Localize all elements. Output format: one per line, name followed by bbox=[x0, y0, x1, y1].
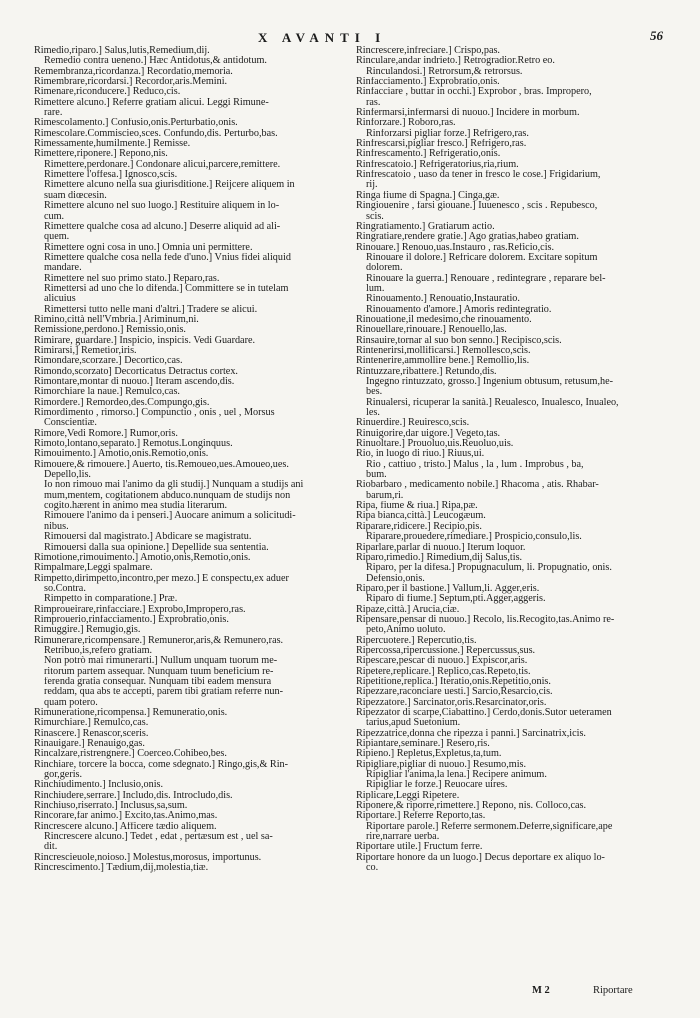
dictionary-line: scis. bbox=[366, 211, 384, 222]
dictionary-line: quem. bbox=[44, 232, 70, 243]
dictionary-line: Rimouersi dal magistrato.] Abdicare se magistratu. bbox=[44, 532, 252, 543]
dictionary-line: Ripezzatrice,donna che ripezza i panni.] Sarcinatrix,icis. bbox=[356, 728, 586, 739]
dictionary-line: Rimouimento.] Amotio,onis.Remotio,onis. bbox=[34, 449, 209, 460]
dictionary-line: Rimettersi tutto nelle mani d'altri.] Tradere se alicui. bbox=[44, 304, 258, 315]
dictionary-line: Rincrescere,infreciare.] Crispo,pas. bbox=[356, 46, 500, 56]
dictionary-line: Rimorchiare la naue.] Remulco,cas. bbox=[34, 387, 180, 398]
dictionary-line: suam diœcesin. bbox=[44, 190, 107, 201]
dictionary-line: Ringa fiume di Spagna.] Cinga,gæ. bbox=[356, 190, 500, 201]
dictionary-line: Rio, in luogo di riuo.] Riuus,ui. bbox=[356, 449, 485, 460]
dictionary-line: bum. bbox=[366, 470, 387, 481]
dictionary-line: tarius,apud Suetonium. bbox=[366, 718, 461, 729]
dictionary-line: Rinouare la guerra.] Renouare , redintegrare , reparare bel- bbox=[366, 273, 606, 284]
signature-mark: M 2 bbox=[532, 985, 550, 996]
dictionary-line: Rinuoltare.] Prouoluo,uis.Reuoluo,uis. bbox=[356, 439, 514, 450]
dictionary-line: Ripetitione,replica.] Iteratio,onis.Repetitio,onis. bbox=[356, 676, 551, 687]
dictionary-line: Rinfrescamento.] Refrigeratio,onis. bbox=[356, 149, 501, 160]
dictionary-line: quam potero. bbox=[44, 697, 98, 708]
dictionary-line: Rimirare, guardare.] Inspicio, inspicis. Vedi Guardare. bbox=[34, 335, 256, 346]
dictionary-line: Rinauigare.] Renauigo,gas. bbox=[34, 739, 145, 750]
dictionary-line: Riobarbaro , medicamento nobile.] Rhacoma , atis. Rhabar- bbox=[356, 480, 599, 491]
dictionary-line: gor,geris. bbox=[44, 770, 83, 781]
dictionary-line: Rinfrescatoio.] Refrigeratorius,ria,rium. bbox=[356, 159, 519, 170]
running-head: X AVANTI I bbox=[258, 30, 387, 45]
dictionary-line: Rinculare,andar indrieto.] Retrogradior.Retro eo. bbox=[356, 56, 555, 67]
dictionary-line: Rimettere,riponere.] Repono,nis. bbox=[34, 149, 168, 160]
dictionary-line: Ripezzator di scarpe,Ciabattino.] Cerdo,donis.Sutor ueteramen bbox=[356, 708, 612, 718]
dictionary-line: Rinuigorire,dar uigore.] Vegeto,tas. bbox=[356, 428, 501, 439]
dictionary-line: Rinsauire,tornar al suo bon senno.] Recipisco,scis. bbox=[356, 335, 562, 346]
dictionary-line: Rinforzarsi pigliar forze.] Refrigero,ras. bbox=[366, 128, 529, 139]
dictionary-line: Rimunerare,ricompensare.] Remuneror,aris,& Remunero,ras. bbox=[34, 635, 284, 646]
dictionary-line: Rinouatione,il medesimo,che rinouamento. bbox=[356, 314, 532, 325]
dictionary-line: Rimouere l'animo da i penseri.] Auocare animum a solicitudi- bbox=[44, 511, 296, 522]
dictionary-line: Rinascere.] Renascor,sceris. bbox=[34, 728, 149, 739]
dictionary-line: Rimettersi ad uno che lo difenda.] Committere se in tutelam bbox=[44, 283, 289, 294]
dictionary-line: Ripaze,città.] Arucia,ciæ. bbox=[356, 604, 460, 615]
dictionary-line: Rincrescimento.] Tædium,dij,molestia,tiæ. bbox=[34, 863, 209, 874]
dictionary-line: Rimenare,riconducere.] Reduco,cis. bbox=[34, 87, 181, 98]
dictionary-line: Rinchiuso,riserrato.] Inclusus,sa,sum. bbox=[34, 801, 188, 812]
dictionary-line: Rimettere nel suo primo stato.] Reparo,ras. bbox=[44, 273, 220, 284]
dictionary-line: rire,narrare uerba. bbox=[366, 832, 440, 843]
dictionary-line: Rincrescere alcuno.] Afficere tædio aliquem. bbox=[34, 821, 217, 832]
dictionary-line: Rinchiudimento.] Inclusio,onis. bbox=[34, 780, 164, 791]
dictionary-line: Ripa bianca,città.] Leucogæum. bbox=[356, 511, 486, 522]
dictionary-line: Rinuerdire.] Reuiresco,scis. bbox=[356, 418, 470, 429]
dictionary-line: Ingegno rintuzzato, grosso.] Ingenium obtusum, retusum,he- bbox=[366, 377, 613, 387]
dictionary-line: Rimpetto in comparatione.] Præ. bbox=[44, 594, 178, 605]
dictionary-line: Rimproueirare,rinfacciare.] Exprobo,Impropero,ras. bbox=[34, 604, 246, 615]
dictionary-line: Ripezzare,raconciare uesti.] Sarcio,Resarcio,cis. bbox=[356, 687, 553, 698]
dictionary-line: Rimescolare.Commiscieo,sces. Confundo,dis. Perturbo,bas. bbox=[34, 128, 278, 139]
dictionary-line: cogito.hærent in animo mea studia literarum. bbox=[44, 501, 228, 512]
dictionary-line: Rimouersi dalla sua opinione.] Depellide sua sententia. bbox=[44, 542, 269, 553]
dictionary-line: Remissione,perdono.] Remissio,onis. bbox=[34, 325, 186, 336]
dictionary-line: Rimino,città nell'Vmbria.] Ariminum,ni. bbox=[34, 314, 199, 325]
dictionary-line: peto,Animo uoluto. bbox=[366, 625, 446, 636]
dictionary-line: Rimettere qualche cosa nella fede d'uno.] Vnius fidei aliquid bbox=[44, 252, 291, 263]
dictionary-line: alicuius bbox=[44, 294, 76, 305]
dictionary-line: Rimondo,scorzato] Decorticatus Detractus cortex. bbox=[34, 366, 238, 377]
dictionary-line: lum. bbox=[366, 283, 385, 294]
dictionary-line: Ringratiamento.] Gratiarum actio. bbox=[356, 221, 495, 232]
dictionary-line: Rimettere ogni cosa in uno.] Omnia uni permittere. bbox=[44, 242, 253, 253]
dictionary-line: Rinfermarsi,infermarsi di nuouo.] Incidere in morbum. bbox=[356, 108, 580, 119]
dictionary-line: Ripigliar le forze.] Reuocare uires. bbox=[366, 780, 508, 791]
dictionary-line: ritorum partem assequar. Nunquam tuum beneficium re- bbox=[44, 666, 274, 677]
dictionary-line: Rimpetto,dirimpetto,incontro,per mezo.] E conspectu,ex aduer bbox=[34, 573, 289, 584]
dictionary-line: Riparo,per il bastione.] Vallum,li. Agger,eris. bbox=[356, 583, 540, 594]
dictionary-line: cum. bbox=[44, 211, 65, 222]
dictionary-line: Rimessamente,humilmente.] Remisse. bbox=[34, 139, 191, 150]
dictionary-line: Rinouare il dolore.] Refricare dolorem. Excitare sopitum bbox=[366, 252, 598, 263]
dictionary-line: Rintenerirsi,mollificarsi.] Remollesco,scis. bbox=[356, 345, 531, 356]
dictionary-line: dit. bbox=[44, 842, 58, 853]
dictionary-line: rare. bbox=[44, 108, 63, 119]
dictionary-line: Depello,lis. bbox=[44, 470, 91, 481]
right-column bbox=[356, 46, 668, 874]
dictionary-line: Rimuneratione,ricompensa.] Remuneratio,onis. bbox=[34, 708, 228, 718]
dictionary-line: Riparlare,parlar di nuouo.] Iterum loquor. bbox=[356, 542, 526, 553]
dictionary-line: Ripercuotere.] Repercutio,tis. bbox=[356, 635, 477, 646]
dictionary-line: Rimpalmare,Leggi spalmare. bbox=[34, 563, 153, 574]
dictionary-line: ras. bbox=[366, 97, 381, 108]
dictionary-line: Riparo,rimedio.] Rimedium,dij Salus,tis. bbox=[356, 552, 523, 563]
page-number: 56 bbox=[650, 28, 663, 43]
dictionary-line: Riponere,& riporre,rimettere.] Repono, nis. Colloco,cas. bbox=[356, 801, 587, 812]
page-footer bbox=[0, 985, 700, 999]
dictionary-line: Rimoto,lontano,separato.] Remotus.Longinquus. bbox=[34, 439, 233, 450]
dictionary-line: Rinfrescatoio , uaso da tener in fresco le cose.] Frigidarium, bbox=[356, 170, 601, 181]
dictionary-line: Rincrescieuole,noioso.] Molestus,morosus, importunus. bbox=[34, 852, 262, 863]
dictionary-line: Retribuo,is,refero gratiam. bbox=[44, 645, 153, 656]
dictionary-line: Ripigliare,pigliar di nuouo.] Resumo,mis. bbox=[356, 759, 527, 770]
dictionary-line: rij. bbox=[366, 180, 378, 191]
dictionary-line: Riportare utile.] Fructum ferre. bbox=[356, 842, 483, 853]
left-column bbox=[34, 46, 354, 874]
dictionary-line: Ripensare,pensar di nuouo.] Recolo, lis.Recogito,tas.Animo re- bbox=[356, 614, 615, 625]
dictionary-line: Rinouamento d'amore.] Amoris redintegratio. bbox=[366, 304, 552, 315]
dictionary-line: Riportare.] Referre Reporto,tas. bbox=[356, 811, 486, 822]
dictionary-line: Rintenerire,ammollire bene.] Remollio,lis. bbox=[356, 356, 530, 367]
dictionary-line: Ripercossa,ripercussione.] Repercussus,sus. bbox=[356, 645, 536, 656]
page-header bbox=[0, 30, 700, 46]
dictionary-line: Rimirarsi,] Remetior,iris. bbox=[34, 345, 137, 356]
dictionary-line: Remedio contra ueneno.] Hæc Antidotus,& antidotum. bbox=[44, 56, 267, 67]
dictionary-line: mandare. bbox=[44, 263, 82, 274]
dictionary-line: Rimettere qualche cosa ad alcuno.] Deserre aliquid ad ali- bbox=[44, 221, 281, 232]
dictionary-line: les. bbox=[366, 408, 380, 419]
dictionary-line: Rinculandosi.] Retrorsum,& retrorsus. bbox=[366, 66, 523, 77]
dictionary-line: Riparo di fiume.] Septum,pti.Agger,aggeris. bbox=[366, 594, 546, 605]
dictionary-line: Ripetere,replicare.] Replico,cas.Repeto,tis. bbox=[356, 666, 531, 677]
dictionary-line: Riparo, per la difesa.] Propugnaculum, li. Propugnatio, onis. bbox=[366, 563, 612, 574]
dictionary-line: Rimordere.] Remordeo,des.Compungo,gis. bbox=[34, 397, 210, 408]
dictionary-line: Rinouare.] Renouo,uas.Instauro , ras.Reficio,cis. bbox=[356, 242, 555, 253]
dictionary-line: Rintuzzare,ribattere.] Retundo,dis. bbox=[356, 366, 497, 377]
dictionary-line: Rio , cattiuo , tristo.] Malus , la , lum . Improbus , ba, bbox=[366, 459, 584, 470]
dictionary-line: Rinouamento.] Renouatio,Instauratio. bbox=[366, 294, 520, 305]
dictionary-line: Rimescolamento.] Confusio,onis.Perturbatio,onis. bbox=[34, 118, 238, 129]
dictionary-line: Conscientiæ. bbox=[44, 418, 97, 429]
dictionary-line: Rinfrescarsi,pigliar fresco.] Refrigero,ras. bbox=[356, 139, 527, 150]
dictionary-line: reddam, qua abs te accepti, parem tibi gratiam referre nun- bbox=[44, 687, 284, 698]
dictionary-line: Rimembrare,ricordarsi.] Recordor,aris.Memini. bbox=[34, 77, 228, 88]
dictionary-line: Rimedio,riparo.] Salus,lutis,Remedium,dij. bbox=[34, 46, 210, 56]
dictionary-line: barum,ri. bbox=[366, 490, 404, 501]
dictionary-line: Rinfacciare , buttar in occhi.] Exprobor , bras. Impropero, bbox=[356, 87, 592, 98]
dictionary-line: Rimettere alcuno.] Referre gratiam alicui. Leggi Rimune- bbox=[34, 97, 269, 108]
dictionary-line: Ripieno.] Repletus,Expletus,ta,tum. bbox=[356, 749, 502, 760]
dictionary-line: Remembranza,ricordanza.] Recordatio,memoria. bbox=[34, 66, 233, 77]
dictionary-line: Rinfacciamento.] Exprobratio,onis. bbox=[356, 77, 500, 88]
dictionary-line: Riparare,ridicere.] Recipio,pis. bbox=[356, 521, 482, 532]
dictionary-line: Rincrescere alcuno.] Tedet , edat , pertæsum est , uel sa- bbox=[44, 832, 273, 843]
dictionary-line: Rimettere,perdonare.] Condonare alicui,parcere,remittere. bbox=[44, 159, 281, 170]
dictionary-line: Rinchiudere,serrare.] Includo,dis. Introcludo,dis. bbox=[34, 790, 233, 801]
dictionary-line: Rimettere l'offesa.] Ignosco,scis. bbox=[44, 170, 178, 181]
dictionary-line: Rimore,Vedi Romore.] Rumor,oris. bbox=[34, 428, 178, 439]
dictionary-line: Riparare,prouedere,rimediare.] Prospicio,consulo,lis. bbox=[366, 532, 582, 543]
dictionary-line: Rinforzare.] Roboro,ras. bbox=[356, 118, 456, 129]
dictionary-line: Rinouellare,rinouare.] Renouello,las. bbox=[356, 325, 507, 336]
dictionary-line: Rimettere alcuno nella sua giurisditione.] Reijcere aliquem in bbox=[44, 180, 295, 191]
dictionary-line: ferenda gratia consequar. Nunquam tibi eadem mensura bbox=[44, 676, 272, 687]
dictionary-line: Rimouere,& rimouere.] Auerto, tis.Remoueo,ues.Amoueo,ues. bbox=[34, 459, 289, 470]
dictionary-line: Ripescare,pescar di nuouo.] Expiscor,aris. bbox=[356, 656, 528, 667]
dictionary-line: Ripiantare,seminare.] Resero,ris. bbox=[356, 739, 490, 750]
dictionary-line: dolorem. bbox=[366, 263, 403, 274]
dictionary-line: Rinchiare, torcere la bocca, come sdegnato.] Ringo,gis,& Rin- bbox=[34, 759, 289, 770]
dictionary-line: Rinualersi, ricuperar la sanità.] Reualesco, Inualesco, Inualeo, bbox=[366, 397, 619, 408]
dictionary-line: Riplicare,Leggi Ripetere. bbox=[356, 790, 460, 801]
dictionary-line: Rimurchiare.] Remulco,cas. bbox=[34, 718, 149, 729]
dictionary-line: Rimettere alcuno nel suo luogo.] Restituire aliquem in lo- bbox=[44, 201, 280, 212]
dictionary-line: co. bbox=[366, 863, 379, 874]
dictionary-line: Riportare honore da un luogo.] Decus deportare ex aliquo lo- bbox=[356, 852, 605, 863]
dictionary-line: Rimondare,scorzare.] Decortico,cas. bbox=[34, 356, 183, 367]
dictionary-line: Rincalzare,ristrengnere.] Coerceo.Cohibeo,bes. bbox=[34, 749, 227, 760]
dictionary-line: Riportare parole.] Referre sermonem.Deferre,significare,ape bbox=[366, 821, 613, 832]
dictionary-line: Ringiouenire , farsi giouane.] Iuuenesco , scis . Repubesco, bbox=[356, 201, 598, 212]
dictionary-line: Defensio,onis. bbox=[366, 573, 425, 584]
dictionary-line: Rimprouerio,rinfacciamento.] Exprobratio,onis. bbox=[34, 614, 229, 625]
dictionary-line: Rincorare,far animo.] Excito,tas.Animo,mas. bbox=[34, 811, 218, 822]
catchword: Riportare bbox=[593, 985, 633, 996]
dictionary-line: nibus. bbox=[44, 521, 69, 532]
dictionary-line: Io non rimouo mai l'animo da gli studij.] Nunquam a studijs ani bbox=[44, 480, 304, 491]
dictionary-line: Ripa, fiume & riua.] Ripa,pæ. bbox=[356, 501, 478, 512]
dictionary-line: Ripezzatore.] Sarcinator,oris.Resarcinator,oris. bbox=[356, 697, 547, 708]
dictionary-line: mum,mentem, cogitationem abduco.nunquam de studijs non bbox=[44, 490, 291, 501]
dictionary-line: Rimotione,rimouimento.] Amotio,onis,Remotio,onis. bbox=[34, 552, 251, 563]
dictionary-line: Ripigliar l'anima,la lena.] Recipere animum. bbox=[366, 770, 547, 781]
dictionary-line: bes. bbox=[366, 387, 383, 398]
dictionary-line: Rimuggire.] Remugio,gis. bbox=[34, 625, 141, 636]
dictionary-line: Rimordimento , rimorso.] Compunctio , onis , uel , Morsus bbox=[34, 408, 275, 419]
dictionary-line: Non potrò mai rimunerarti.] Nullum unquam tuorum me- bbox=[44, 656, 278, 667]
dictionary-line: Ringratiare,rendere gratie.] Ago gratias,habeo gratiam. bbox=[356, 232, 579, 243]
dictionary-line: so.Contra. bbox=[44, 583, 86, 594]
dictionary-line: Rimontare,montar di nuouo.] Iteram ascendo,dis. bbox=[34, 377, 235, 387]
